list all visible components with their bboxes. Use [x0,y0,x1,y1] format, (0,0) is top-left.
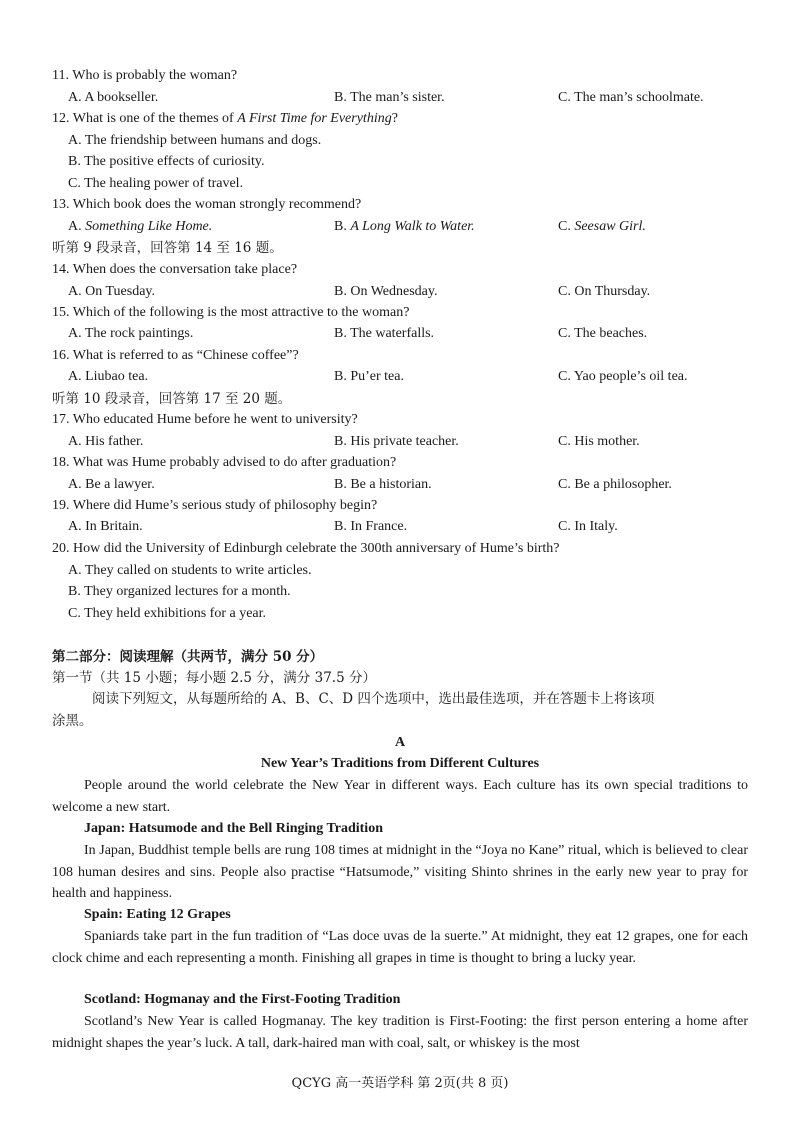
q12-stem-post: ? [391,111,398,126]
page-footer: QCYG 高一英语学科 第 2页(共 8 页) [291,1076,509,1091]
instruction-segment-10: 听第 10 段录音，回答第 17 至 20 题。 [52,391,292,407]
q12-stem-pre: 12. What is one of the themes of [52,111,238,126]
q15-option-a: A. The rock paintings. [68,326,194,341]
q13-c-title: Seesaw Girl. [574,219,646,234]
question-11: 11. Who is probably the woman? [52,68,238,83]
q12-option-b: B. The positive effects of curiosity. [68,154,265,169]
q17-option-c: C. His mother. [558,434,640,449]
question-18: 18. What was Hume probably advised to do after graduation? [52,455,397,470]
q17-option-a: A. His father. [68,434,144,449]
passage-title: New Year’s Traditions from Different Cultures [260,756,540,771]
instruction-segment-9: 听第 9 段录音，回答第 14 至 16 题。 [52,240,283,256]
q12-option-c: C. The healing power of travel. [68,176,244,191]
q11-option-c: C. The man’s schoolmate. [558,90,704,105]
q17-option-b: B. His private teacher. [334,434,459,449]
question-19: 19. Where did Hume’s serious study of philosophy begin? [52,498,378,513]
directions-line-2: 涂黑。 [52,713,93,729]
q12-option-a: A. The friendship between humans and dogs. [68,133,322,148]
q13-c-letter: C. [558,219,575,234]
heading-scotland: Scotland: Hogmanay and the First-Footing Tradition [84,992,401,1007]
q11-option-b: B. The man’s sister. [334,90,445,105]
q13-option-a [68,218,212,236]
question-12 [52,110,398,128]
q15-option-b: B. The waterfalls. [334,326,435,341]
heading-japan: Japan: Hatsumode and the Bell Ringing Tradition [84,821,383,836]
part2-title: 第二部分：阅读理解（共两节，满分 50 分） [52,649,324,665]
question-17: 17. Who educated Hume before he went to university? [52,412,358,427]
q18-option-b: B. Be a historian. [334,477,432,492]
q13-b-title: A Long Walk to Water. [350,219,475,234]
passage-intro: People around the world celebrate the New Year in different ways. Each culture has its own special traditions to welcome a new start. [52,778,748,815]
q13-a-letter: A. [68,219,86,234]
question-15: 15. Which of the following is the most attractive to the woman? [52,305,410,320]
q19-option-b: B. In France. [334,519,408,534]
question-16: 16. What is referred to as “Chinese coffee”? [52,348,299,363]
heading-spain: Spain: Eating 12 Grapes [84,907,231,922]
q20-option-a: A. They called on students to write articles. [68,563,312,578]
q14-option-b: B. On Wednesday. [334,284,438,299]
q13-option-b [334,218,475,236]
q13-a-title: Something Like Home. [85,219,213,234]
q12-book-title: A First Time for Everything [237,111,392,126]
q19-option-a: A. In Britain. [68,519,143,534]
q13-b-letter: B. [334,219,351,234]
q13-option-c [558,218,646,236]
question-14: 14. When does the conversation take place? [52,262,298,277]
q16-option-c: C. Yao people’s oil tea. [558,369,688,384]
q18-option-c: C. Be a philosopher. [558,477,672,492]
paragraph-spain: Spaniards take part in the fun tradition of “Las doce uvas de la suerte.” At midnight, they eat 12 grapes, one for each clock chime and each representing a month. Finishing all grapes in time is thought to bring a lucky year. [52,929,748,966]
q15-option-c: C. The beaches. [558,326,648,341]
q19-option-c: C. In Italy. [558,519,618,534]
q20-option-b: B. They organized lectures for a month. [68,584,291,599]
q16-option-b: B. Pu’er tea. [334,369,404,384]
question-13: 13. Which book does the woman strongly recommend? [52,197,362,212]
section1-heading: 第一节（共 15 小题；每小题 2.5 分，满分 37.5 分） [52,670,376,686]
directions-line-1: 阅读下列短文，从每题所给的 A、B、C、D 四个选项中，选出最佳选项，并在答题卡上将该项 [92,691,655,707]
q11-option-a: A. A bookseller. [68,90,159,105]
q14-option-c: C. On Thursday. [558,284,651,299]
paragraph-scotland: Scotland’s New Year is called Hogmanay. The key tradition is First-Footing: the first person entering a home after midnight shapes the year’s luck. A tall, dark-haired man with coal, salt, or whiskey is the most [52,1014,748,1051]
passage-letter: A [394,735,406,750]
q14-option-a: A. On Tuesday. [68,284,155,299]
q20-option-c: C. They held exhibitions for a year. [68,606,267,621]
q16-option-a: A. Liubao tea. [68,369,149,384]
question-20: 20. How did the University of Edinburgh celebrate the 300th anniversary of Hume’s birth? [52,541,560,556]
paragraph-japan: In Japan, Buddhist temple bells are rung 108 times at midnight in the “Joya no Kane” ritual, which is believed to clear 108 human desires and sins. People also practise “Hatsumode,” visiting Shinto shrines in the early new year to pray for health and happiness. [52,843,748,902]
q18-option-a: A. Be a lawyer. [68,477,155,492]
